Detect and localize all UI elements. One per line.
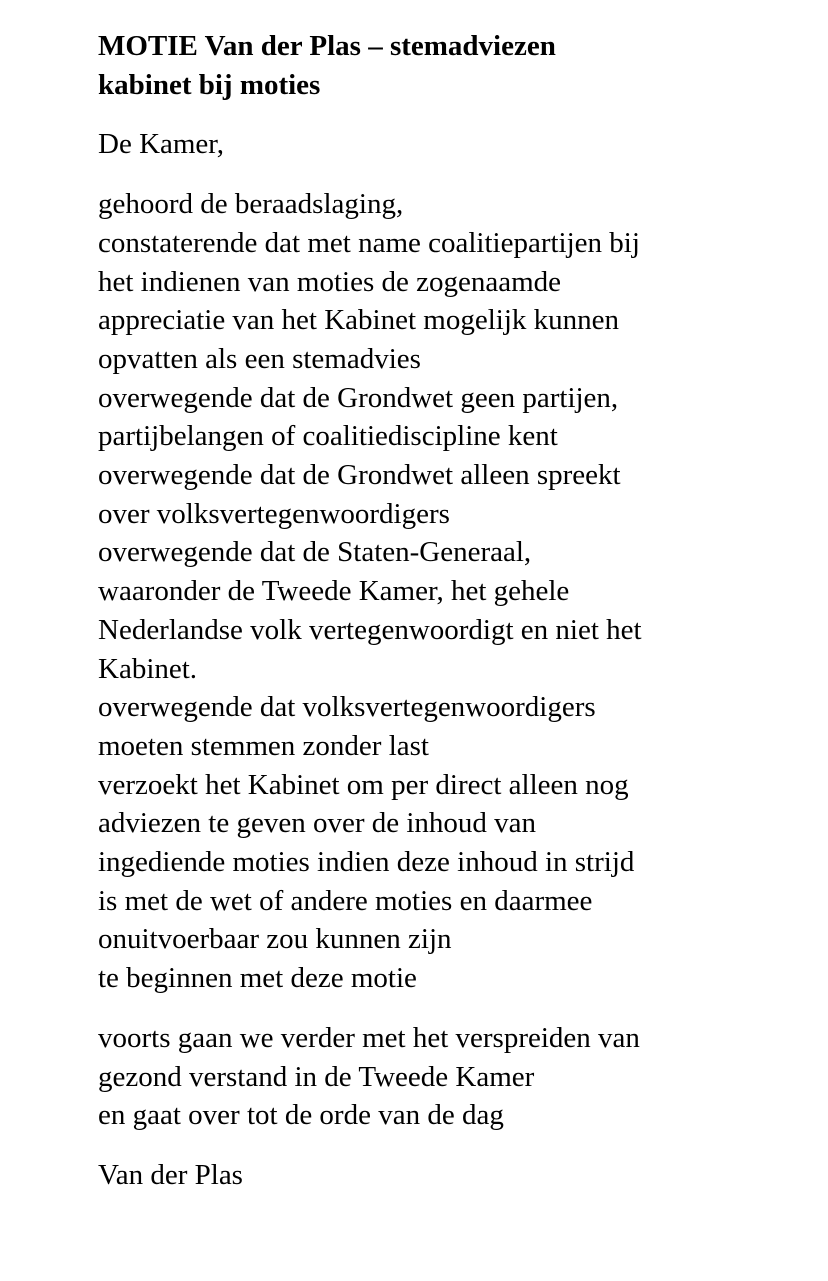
body-line: waaronder de Tweede Kamer, het gehele (98, 575, 570, 608)
body-line: over volksvertegenwoordigers (98, 497, 450, 530)
body-line: adviezen te geven over de inhoud van (98, 807, 537, 840)
closing-line: en gaat over tot de orde van de dag (98, 1099, 504, 1132)
title-line: kabinet bij moties (98, 68, 321, 101)
body-line: moeten stemmen zonder last (98, 729, 429, 762)
motion-document (98, 27, 798, 1195)
signature-name: Van der Plas (98, 1158, 243, 1191)
body-line: partijbelangen of coalitiediscipline kent (98, 420, 558, 453)
title-line: MOTIE Van der Plas – stemadviezen (98, 30, 556, 62)
body-line: het indienen van moties de zogenaamde (98, 265, 562, 298)
body-line: is met de wet of andere moties en daarmee (98, 884, 593, 917)
body-line: overwegende dat de Grondwet alleen spreekt (98, 459, 621, 492)
body-line: te beginnen met deze motie (98, 962, 417, 995)
body-line: overwegende dat de Grondwet geen partijen, (98, 381, 619, 414)
body-line: overwegende dat volksvertegenwoordigers (98, 691, 596, 724)
closing-line: voorts gaan we verder met het verspreiden van (98, 1021, 640, 1054)
body-line: ingediende moties indien deze inhoud in strijd (98, 846, 635, 879)
signature (98, 1156, 798, 1195)
motion-body (98, 185, 798, 998)
body-line: appreciatie van het Kabinet mogelijk kunnen (98, 304, 620, 337)
body-line: overwegende dat de Staten-Generaal, (98, 536, 532, 569)
document-title (98, 27, 798, 104)
body-line: verzoekt het Kabinet om per direct alleen nog (98, 768, 629, 801)
body-line: constaterende dat met name coalitiepartijen bij (98, 226, 640, 259)
body-line: onuitvoerbaar zou kunnen zijn (98, 923, 452, 956)
body-line: opvatten als een stemadvies (98, 342, 421, 375)
closing-paragraph (98, 1019, 798, 1135)
closing-line: gezond verstand in de Tweede Kamer (98, 1060, 535, 1093)
salutation (98, 125, 798, 164)
body-line: Nederlandse volk vertegenwoordigt en niet het (98, 613, 642, 646)
body-line: gehoord de beraadslaging, (98, 188, 404, 221)
body-line: Kabinet. (98, 652, 198, 685)
salutation-text: De Kamer, (98, 128, 225, 161)
